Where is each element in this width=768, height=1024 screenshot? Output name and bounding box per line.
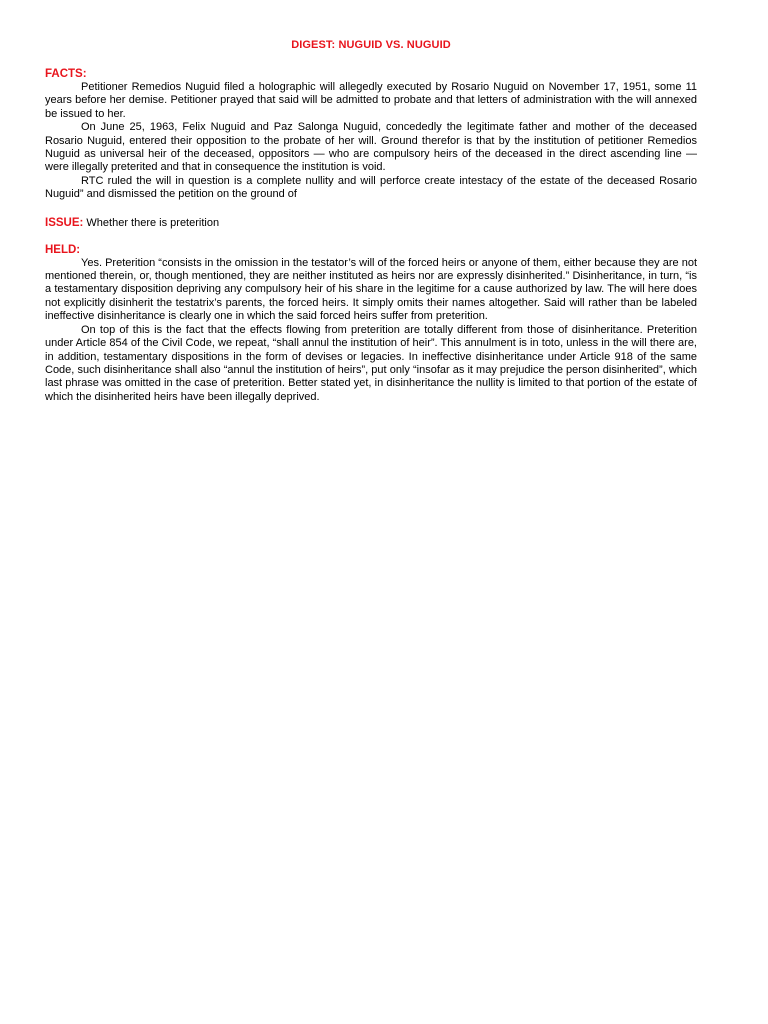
document-title: DIGEST: NUGUID VS. NUGUID — [291, 39, 451, 51]
issue-text: Whether there is preterition — [86, 216, 220, 229]
document-page — [45, 38, 697, 404]
facts-section — [45, 68, 697, 202]
held-label: HELD: — [45, 243, 81, 256]
facts-paragraph-2: On June 25, 1963, Felix Nuguid and Paz Salonga Nuguid, concededly the legitimate father and mother of the deceased Rosario Nuguid, entered their opposition to the probate of her will. Ground therefor is that by the institution of petitioner Remedios Nuguid as universal heir of the deceased, oppositors — who are compulsory heirs of the deceased in the direct ascending line — were illegally preterited and that in consequence the institution is void. — [45, 121, 697, 174]
held-paragraph-2: On top of this is the fact that the effects flowing from preterition are totally different from those of disinheritance. Preterition under Article 854 of the Civil Code, we repeat, “shall annul the institution of heir”. This annulment is in toto, unless in the will there are, in addition, testamentary dispositions in the form of devises or legacies. In ineffective disinheritance under Article 918 of the same Code, such disinheritance shall also “annul the institution of heirs”, put only “insofar as it may prejudice the person disinherited”, which last phrase was omitted in the case of preterition. Better stated yet, in disinheritance the nullity is limited to that portion of the estate of which the disinherited heirs have been illegally deprived. — [45, 323, 697, 403]
held-section — [45, 244, 697, 404]
facts-paragraph-1: Petitioner Remedios Nuguid filed a holographic will allegedly executed by Rosario Nuguid on November 17, 1951, some 11 years before her demise. Petitioner prayed that said will be admitted to probate and that letters of administration with the will annexed be issued to her. — [45, 81, 697, 120]
facts-paragraph-3: RTC ruled the will in question is a complete nullity and will perforce create intestacy of the estate of the deceased Rosario Nuguid” and dismissed the petition on the ground of — [45, 174, 697, 201]
issue-label: ISSUE: — [45, 216, 84, 229]
issue-section — [45, 216, 697, 230]
held-paragraph-1: Yes. Preterition “consists in the omission in the testator’s will of the forced heirs or anyone of them, either because they are not mentioned therein, or, though mentioned, they are neither instituted as heirs nor are expressly disinherited.” Disinheritance, in turn, “is a testamentary disposition depriving any compulsory heir of his share in the legitime for a cause authorized by law. The will here does not explicitly disinherit the testatrix’s parents, the forced heirs. It simply omits their names altogether. Said will rather than be labeled ineffective disinheritance is clearly one in which the said forced heirs suffer from preterition. — [45, 256, 697, 323]
facts-label: FACTS: — [45, 68, 87, 80]
